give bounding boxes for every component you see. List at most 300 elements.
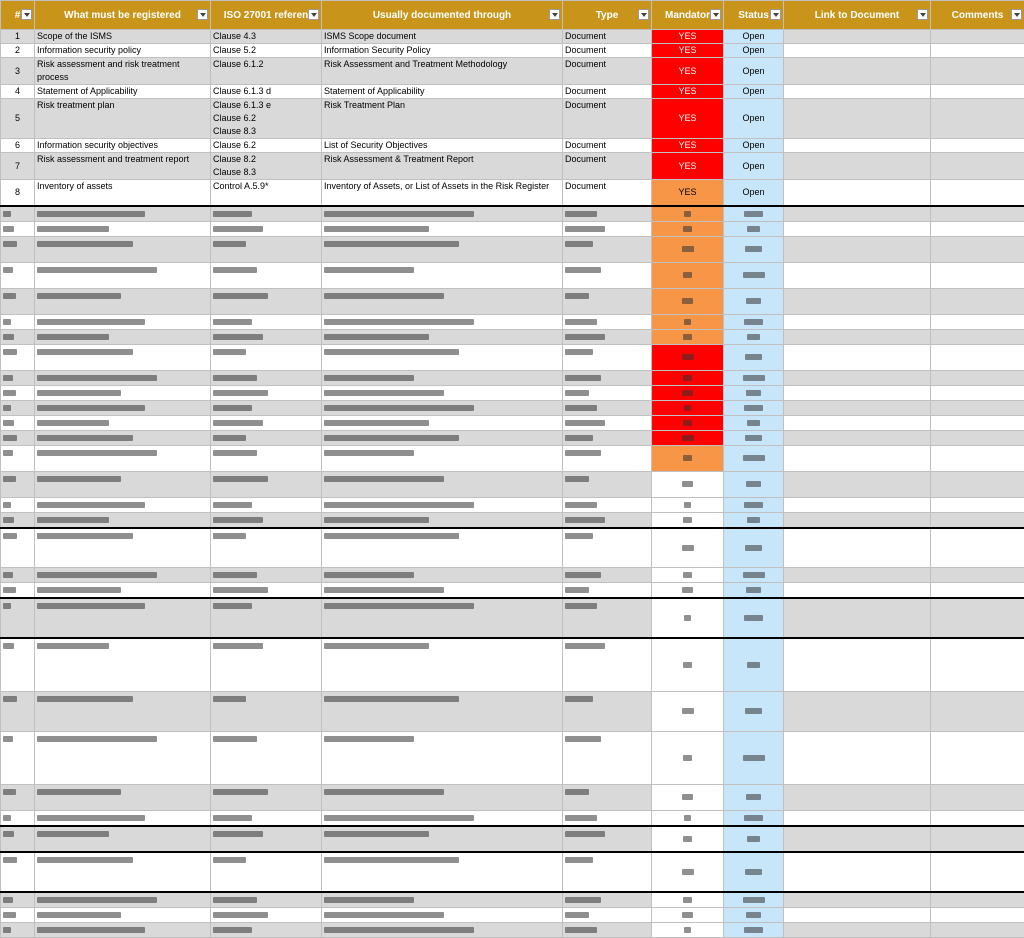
filter-dropdown-icon[interactable] bbox=[917, 9, 928, 20]
col-header-doc[interactable]: Usually documented through bbox=[322, 1, 563, 30]
cell-doc[interactable]: ISMS Scope document bbox=[322, 30, 563, 44]
cell-ref[interactable] bbox=[211, 430, 322, 445]
row-number[interactable] bbox=[1, 445, 35, 471]
col-header-num[interactable]: # bbox=[1, 1, 35, 30]
cell-ref[interactable] bbox=[211, 288, 322, 314]
cell-ref[interactable] bbox=[211, 236, 322, 262]
cell-status[interactable]: Open bbox=[724, 99, 784, 139]
row-number[interactable]: 7 bbox=[1, 153, 35, 180]
filter-dropdown-icon[interactable] bbox=[770, 9, 781, 20]
cell-link[interactable] bbox=[784, 826, 931, 852]
cell-comments[interactable] bbox=[931, 262, 1024, 288]
cell-what[interactable] bbox=[35, 810, 211, 826]
cell-type[interactable] bbox=[563, 826, 652, 852]
cell-type[interactable] bbox=[563, 568, 652, 583]
cell-what[interactable]: Information security objectives bbox=[35, 139, 211, 153]
cell-what[interactable] bbox=[35, 430, 211, 445]
cell-doc[interactable]: Risk Assessment and Treatment Methodology bbox=[322, 58, 563, 85]
cell-mandatory[interactable] bbox=[652, 400, 724, 415]
row-number[interactable] bbox=[1, 583, 35, 599]
cell-doc[interactable] bbox=[322, 598, 563, 638]
cell-status[interactable] bbox=[724, 385, 784, 400]
cell-ref[interactable] bbox=[211, 415, 322, 430]
cell-what[interactable]: Risk assessment and risk treatment process bbox=[35, 58, 211, 85]
cell-ref[interactable] bbox=[211, 99, 322, 139]
cell-ref[interactable] bbox=[211, 583, 322, 599]
cell-comments[interactable] bbox=[931, 826, 1024, 852]
cell-comments[interactable] bbox=[931, 598, 1024, 638]
cell-type[interactable]: Document bbox=[563, 180, 652, 206]
cell-doc[interactable] bbox=[322, 691, 563, 731]
cell-what[interactable]: Risk treatment plan bbox=[35, 99, 211, 139]
cell-comments[interactable] bbox=[931, 922, 1024, 937]
cell-doc[interactable] bbox=[322, 810, 563, 826]
cell-type[interactable] bbox=[563, 731, 652, 784]
cell-doc[interactable] bbox=[322, 370, 563, 385]
cell-what[interactable]: Risk assessment and treatment report bbox=[35, 153, 211, 180]
cell-link[interactable] bbox=[784, 445, 931, 471]
cell-comments[interactable] bbox=[931, 329, 1024, 344]
cell-what[interactable] bbox=[35, 907, 211, 922]
cell-mandatory[interactable] bbox=[652, 907, 724, 922]
cell-mandatory[interactable] bbox=[652, 731, 724, 784]
cell-mandatory[interactable] bbox=[652, 344, 724, 370]
cell-mandatory[interactable] bbox=[652, 598, 724, 638]
cell-type[interactable] bbox=[563, 810, 652, 826]
cell-status[interactable] bbox=[724, 583, 784, 599]
cell-comments[interactable] bbox=[931, 583, 1024, 599]
cell-type[interactable] bbox=[563, 344, 652, 370]
cell-comments[interactable] bbox=[931, 497, 1024, 512]
cell-what[interactable]: Inventory of assets bbox=[35, 180, 211, 206]
cell-type[interactable] bbox=[563, 892, 652, 908]
row-number[interactable] bbox=[1, 262, 35, 288]
cell-status[interactable] bbox=[724, 638, 784, 691]
cell-doc[interactable] bbox=[322, 852, 563, 892]
cell-ref[interactable] bbox=[211, 153, 322, 180]
cell-mandatory[interactable] bbox=[652, 568, 724, 583]
cell-link[interactable] bbox=[784, 784, 931, 810]
row-number[interactable] bbox=[1, 922, 35, 937]
cell-link[interactable] bbox=[784, 731, 931, 784]
cell-link[interactable] bbox=[784, 385, 931, 400]
cell-what[interactable] bbox=[35, 852, 211, 892]
cell-status[interactable] bbox=[724, 810, 784, 826]
cell-status[interactable] bbox=[724, 206, 784, 222]
cell-what[interactable] bbox=[35, 329, 211, 344]
row-number[interactable]: 8 bbox=[1, 180, 35, 206]
cell-status[interactable]: Open bbox=[724, 180, 784, 206]
cell-what[interactable] bbox=[35, 568, 211, 583]
cell-what[interactable] bbox=[35, 415, 211, 430]
cell-status[interactable]: Open bbox=[724, 58, 784, 85]
cell-status[interactable] bbox=[724, 314, 784, 329]
cell-link[interactable] bbox=[784, 288, 931, 314]
cell-doc[interactable] bbox=[322, 638, 563, 691]
row-number[interactable] bbox=[1, 907, 35, 922]
cell-type[interactable]: Document bbox=[563, 58, 652, 85]
cell-type[interactable] bbox=[563, 497, 652, 512]
cell-what[interactable] bbox=[35, 400, 211, 415]
row-number[interactable] bbox=[1, 385, 35, 400]
cell-doc[interactable] bbox=[322, 385, 563, 400]
cell-doc[interactable] bbox=[322, 922, 563, 937]
cell-comments[interactable] bbox=[931, 153, 1024, 180]
col-header-what[interactable]: What must be registered bbox=[35, 1, 211, 30]
cell-doc[interactable]: List of Security Objectives bbox=[322, 139, 563, 153]
cell-doc[interactable] bbox=[322, 907, 563, 922]
cell-comments[interactable] bbox=[931, 314, 1024, 329]
cell-link[interactable] bbox=[784, 400, 931, 415]
cell-link[interactable] bbox=[784, 922, 931, 937]
cell-comments[interactable] bbox=[931, 430, 1024, 445]
cell-link[interactable] bbox=[784, 44, 931, 58]
cell-doc[interactable] bbox=[322, 314, 563, 329]
cell-mandatory[interactable]: YES bbox=[652, 44, 724, 58]
cell-type[interactable]: Document bbox=[563, 30, 652, 44]
cell-what[interactable] bbox=[35, 922, 211, 937]
cell-type[interactable] bbox=[563, 262, 652, 288]
cell-comments[interactable] bbox=[931, 236, 1024, 262]
cell-type[interactable] bbox=[563, 400, 652, 415]
cell-mandatory[interactable] bbox=[652, 288, 724, 314]
cell-comments[interactable] bbox=[931, 445, 1024, 471]
row-number[interactable] bbox=[1, 370, 35, 385]
cell-link[interactable] bbox=[784, 329, 931, 344]
row-number[interactable] bbox=[1, 430, 35, 445]
cell-doc[interactable] bbox=[322, 415, 563, 430]
cell-link[interactable] bbox=[784, 262, 931, 288]
cell-status[interactable] bbox=[724, 288, 784, 314]
cell-mandatory[interactable] bbox=[652, 810, 724, 826]
cell-ref[interactable] bbox=[211, 262, 322, 288]
cell-status[interactable] bbox=[724, 430, 784, 445]
cell-link[interactable] bbox=[784, 691, 931, 731]
row-number[interactable] bbox=[1, 691, 35, 731]
col-header-comments[interactable]: Comments bbox=[931, 1, 1024, 30]
filter-dropdown-icon[interactable] bbox=[710, 9, 721, 20]
cell-status[interactable] bbox=[724, 262, 784, 288]
cell-type[interactable] bbox=[563, 445, 652, 471]
cell-ref[interactable] bbox=[211, 638, 322, 691]
cell-mandatory[interactable] bbox=[652, 512, 724, 528]
cell-link[interactable] bbox=[784, 852, 931, 892]
cell-ref[interactable] bbox=[211, 784, 322, 810]
cell-doc[interactable] bbox=[322, 206, 563, 222]
cell-doc[interactable] bbox=[322, 826, 563, 852]
cell-link[interactable] bbox=[784, 314, 931, 329]
cell-type[interactable] bbox=[563, 415, 652, 430]
row-number[interactable] bbox=[1, 236, 35, 262]
cell-type[interactable] bbox=[563, 430, 652, 445]
cell-comments[interactable] bbox=[931, 44, 1024, 58]
cell-what[interactable]: Statement of Applicability bbox=[35, 85, 211, 99]
cell-status[interactable] bbox=[724, 370, 784, 385]
cell-type[interactable] bbox=[563, 784, 652, 810]
cell-what[interactable] bbox=[35, 344, 211, 370]
cell-mandatory[interactable]: YES bbox=[652, 99, 724, 139]
filter-dropdown-icon[interactable] bbox=[197, 9, 208, 20]
cell-link[interactable] bbox=[784, 139, 931, 153]
cell-ref[interactable] bbox=[211, 400, 322, 415]
cell-type[interactable]: Document bbox=[563, 44, 652, 58]
cell-ref[interactable]: Clause 6.2 bbox=[211, 139, 322, 153]
cell-mandatory[interactable] bbox=[652, 892, 724, 908]
cell-what[interactable] bbox=[35, 262, 211, 288]
row-number[interactable]: 4 bbox=[1, 85, 35, 99]
cell-what[interactable] bbox=[35, 528, 211, 568]
cell-ref[interactable] bbox=[211, 598, 322, 638]
cell-comments[interactable] bbox=[931, 528, 1024, 568]
cell-mandatory[interactable] bbox=[652, 497, 724, 512]
cell-mandatory[interactable] bbox=[652, 922, 724, 937]
cell-link[interactable] bbox=[784, 471, 931, 497]
cell-ref[interactable] bbox=[211, 344, 322, 370]
cell-link[interactable] bbox=[784, 497, 931, 512]
cell-ref[interactable]: Control A.5.9* bbox=[211, 180, 322, 206]
cell-link[interactable] bbox=[784, 85, 931, 99]
cell-ref[interactable] bbox=[211, 221, 322, 236]
cell-what[interactable] bbox=[35, 731, 211, 784]
cell-doc[interactable] bbox=[322, 221, 563, 236]
cell-type[interactable] bbox=[563, 528, 652, 568]
cell-comments[interactable] bbox=[931, 731, 1024, 784]
cell-mandatory[interactable] bbox=[652, 852, 724, 892]
cell-doc[interactable] bbox=[322, 344, 563, 370]
cell-type[interactable] bbox=[563, 385, 652, 400]
col-header-type[interactable]: Type bbox=[563, 1, 652, 30]
cell-status[interactable] bbox=[724, 731, 784, 784]
cell-mandatory[interactable] bbox=[652, 329, 724, 344]
cell-comments[interactable] bbox=[931, 892, 1024, 908]
cell-mandatory[interactable] bbox=[652, 691, 724, 731]
cell-mandatory[interactable] bbox=[652, 826, 724, 852]
cell-comments[interactable] bbox=[931, 58, 1024, 85]
cell-comments[interactable] bbox=[931, 85, 1024, 99]
cell-what[interactable] bbox=[35, 288, 211, 314]
cell-what[interactable]: Scope of the ISMS bbox=[35, 30, 211, 44]
cell-link[interactable] bbox=[784, 153, 931, 180]
cell-mandatory[interactable]: YES bbox=[652, 30, 724, 44]
cell-ref[interactable] bbox=[211, 314, 322, 329]
cell-what[interactable] bbox=[35, 583, 211, 599]
cell-comments[interactable] bbox=[931, 370, 1024, 385]
cell-link[interactable] bbox=[784, 598, 931, 638]
cell-what[interactable] bbox=[35, 784, 211, 810]
cell-what[interactable] bbox=[35, 221, 211, 236]
cell-comments[interactable] bbox=[931, 512, 1024, 528]
cell-what[interactable] bbox=[35, 385, 211, 400]
cell-what[interactable] bbox=[35, 892, 211, 908]
row-number[interactable] bbox=[1, 471, 35, 497]
cell-doc[interactable] bbox=[322, 568, 563, 583]
cell-link[interactable] bbox=[784, 907, 931, 922]
cell-comments[interactable] bbox=[931, 385, 1024, 400]
cell-mandatory[interactable] bbox=[652, 370, 724, 385]
cell-mandatory[interactable] bbox=[652, 415, 724, 430]
cell-mandatory[interactable] bbox=[652, 206, 724, 222]
cell-what[interactable] bbox=[35, 691, 211, 731]
cell-what[interactable] bbox=[35, 826, 211, 852]
cell-what[interactable] bbox=[35, 598, 211, 638]
cell-what[interactable] bbox=[35, 471, 211, 497]
row-number[interactable] bbox=[1, 598, 35, 638]
cell-comments[interactable] bbox=[931, 30, 1024, 44]
cell-what[interactable] bbox=[35, 370, 211, 385]
cell-link[interactable] bbox=[784, 221, 931, 236]
cell-doc[interactable] bbox=[322, 400, 563, 415]
cell-ref[interactable] bbox=[211, 512, 322, 528]
cell-comments[interactable] bbox=[931, 810, 1024, 826]
cell-status[interactable] bbox=[724, 445, 784, 471]
cell-doc[interactable]: Statement of Applicability bbox=[322, 85, 563, 99]
cell-link[interactable] bbox=[784, 415, 931, 430]
row-number[interactable] bbox=[1, 731, 35, 784]
filter-dropdown-icon[interactable] bbox=[638, 9, 649, 20]
cell-ref[interactable]: Clause 4.3 bbox=[211, 30, 322, 44]
cell-link[interactable] bbox=[784, 58, 931, 85]
cell-status[interactable]: Open bbox=[724, 139, 784, 153]
cell-what[interactable] bbox=[35, 497, 211, 512]
row-number[interactable] bbox=[1, 415, 35, 430]
cell-mandatory[interactable] bbox=[652, 236, 724, 262]
cell-type[interactable] bbox=[563, 471, 652, 497]
cell-comments[interactable] bbox=[931, 691, 1024, 731]
cell-ref[interactable] bbox=[211, 206, 322, 222]
row-number[interactable]: 3 bbox=[1, 58, 35, 85]
cell-ref[interactable]: Clause 6.1.2 bbox=[211, 58, 322, 85]
cell-status[interactable]: Open bbox=[724, 44, 784, 58]
row-number[interactable]: 1 bbox=[1, 30, 35, 44]
cell-link[interactable] bbox=[784, 583, 931, 599]
cell-mandatory[interactable]: YES bbox=[652, 58, 724, 85]
cell-ref[interactable] bbox=[211, 907, 322, 922]
cell-comments[interactable] bbox=[931, 180, 1024, 206]
cell-mandatory[interactable] bbox=[652, 638, 724, 691]
cell-ref[interactable] bbox=[211, 528, 322, 568]
cell-status[interactable] bbox=[724, 528, 784, 568]
cell-link[interactable] bbox=[784, 236, 931, 262]
cell-status[interactable] bbox=[724, 236, 784, 262]
cell-comments[interactable] bbox=[931, 288, 1024, 314]
cell-mandatory[interactable]: YES bbox=[652, 180, 724, 206]
cell-ref[interactable]: Clause 6.1.3 d bbox=[211, 85, 322, 99]
cell-doc[interactable] bbox=[322, 262, 563, 288]
cell-link[interactable] bbox=[784, 528, 931, 568]
cell-comments[interactable] bbox=[931, 344, 1024, 370]
row-number[interactable] bbox=[1, 892, 35, 908]
cell-status[interactable] bbox=[724, 922, 784, 937]
cell-ref[interactable] bbox=[211, 810, 322, 826]
cell-status[interactable] bbox=[724, 415, 784, 430]
cell-mandatory[interactable] bbox=[652, 784, 724, 810]
cell-status[interactable] bbox=[724, 329, 784, 344]
col-header-mandatory[interactable]: Mandator bbox=[652, 1, 724, 30]
row-number[interactable] bbox=[1, 329, 35, 344]
cell-comments[interactable] bbox=[931, 638, 1024, 691]
cell-status[interactable] bbox=[724, 598, 784, 638]
cell-status[interactable] bbox=[724, 784, 784, 810]
row-number[interactable]: 6 bbox=[1, 139, 35, 153]
cell-mandatory[interactable] bbox=[652, 221, 724, 236]
cell-link[interactable] bbox=[784, 206, 931, 222]
cell-comments[interactable] bbox=[931, 400, 1024, 415]
cell-ref[interactable] bbox=[211, 370, 322, 385]
cell-doc[interactable] bbox=[322, 329, 563, 344]
cell-comments[interactable] bbox=[931, 415, 1024, 430]
filter-dropdown-icon[interactable] bbox=[21, 9, 32, 20]
row-number[interactable] bbox=[1, 826, 35, 852]
cell-type[interactable]: Document bbox=[563, 99, 652, 139]
cell-doc[interactable] bbox=[322, 430, 563, 445]
cell-comments[interactable] bbox=[931, 471, 1024, 497]
cell-ref[interactable] bbox=[211, 329, 322, 344]
col-header-link[interactable]: Link to Document bbox=[784, 1, 931, 30]
cell-type[interactable] bbox=[563, 236, 652, 262]
cell-doc[interactable] bbox=[322, 784, 563, 810]
cell-type[interactable] bbox=[563, 598, 652, 638]
cell-mandatory[interactable] bbox=[652, 583, 724, 599]
cell-link[interactable] bbox=[784, 344, 931, 370]
cell-doc[interactable] bbox=[322, 528, 563, 568]
cell-link[interactable] bbox=[784, 892, 931, 908]
cell-comments[interactable] bbox=[931, 907, 1024, 922]
cell-link[interactable] bbox=[784, 512, 931, 528]
cell-status[interactable] bbox=[724, 497, 784, 512]
row-number[interactable] bbox=[1, 512, 35, 528]
row-number[interactable]: 5 bbox=[1, 99, 35, 139]
cell-type[interactable]: Document bbox=[563, 139, 652, 153]
row-number[interactable] bbox=[1, 784, 35, 810]
cell-ref[interactable] bbox=[211, 922, 322, 937]
cell-status[interactable] bbox=[724, 568, 784, 583]
cell-mandatory[interactable] bbox=[652, 445, 724, 471]
cell-ref[interactable] bbox=[211, 826, 322, 852]
cell-doc[interactable]: Risk Assessment & Treatment Report bbox=[322, 153, 563, 180]
cell-status[interactable] bbox=[724, 221, 784, 236]
cell-ref[interactable] bbox=[211, 445, 322, 471]
cell-ref[interactable] bbox=[211, 497, 322, 512]
cell-type[interactable] bbox=[563, 288, 652, 314]
cell-doc[interactable] bbox=[322, 583, 563, 599]
cell-what[interactable] bbox=[35, 314, 211, 329]
cell-type[interactable] bbox=[563, 370, 652, 385]
cell-comments[interactable] bbox=[931, 852, 1024, 892]
cell-type[interactable] bbox=[563, 314, 652, 329]
cell-doc[interactable]: Risk Treatment Plan bbox=[322, 99, 563, 139]
cell-status[interactable]: Open bbox=[724, 153, 784, 180]
cell-doc[interactable] bbox=[322, 512, 563, 528]
row-number[interactable] bbox=[1, 400, 35, 415]
cell-link[interactable] bbox=[784, 99, 931, 139]
row-number[interactable] bbox=[1, 638, 35, 691]
cell-comments[interactable] bbox=[931, 221, 1024, 236]
cell-doc[interactable] bbox=[322, 497, 563, 512]
cell-ref[interactable] bbox=[211, 892, 322, 908]
row-number[interactable] bbox=[1, 852, 35, 892]
cell-ref[interactable] bbox=[211, 568, 322, 583]
row-number[interactable] bbox=[1, 568, 35, 583]
cell-ref[interactable] bbox=[211, 691, 322, 731]
cell-link[interactable] bbox=[784, 810, 931, 826]
cell-comments[interactable] bbox=[931, 568, 1024, 583]
cell-link[interactable] bbox=[784, 370, 931, 385]
cell-doc[interactable] bbox=[322, 471, 563, 497]
cell-status[interactable] bbox=[724, 892, 784, 908]
cell-type[interactable]: Document bbox=[563, 85, 652, 99]
row-number[interactable] bbox=[1, 497, 35, 512]
row-number[interactable] bbox=[1, 206, 35, 222]
